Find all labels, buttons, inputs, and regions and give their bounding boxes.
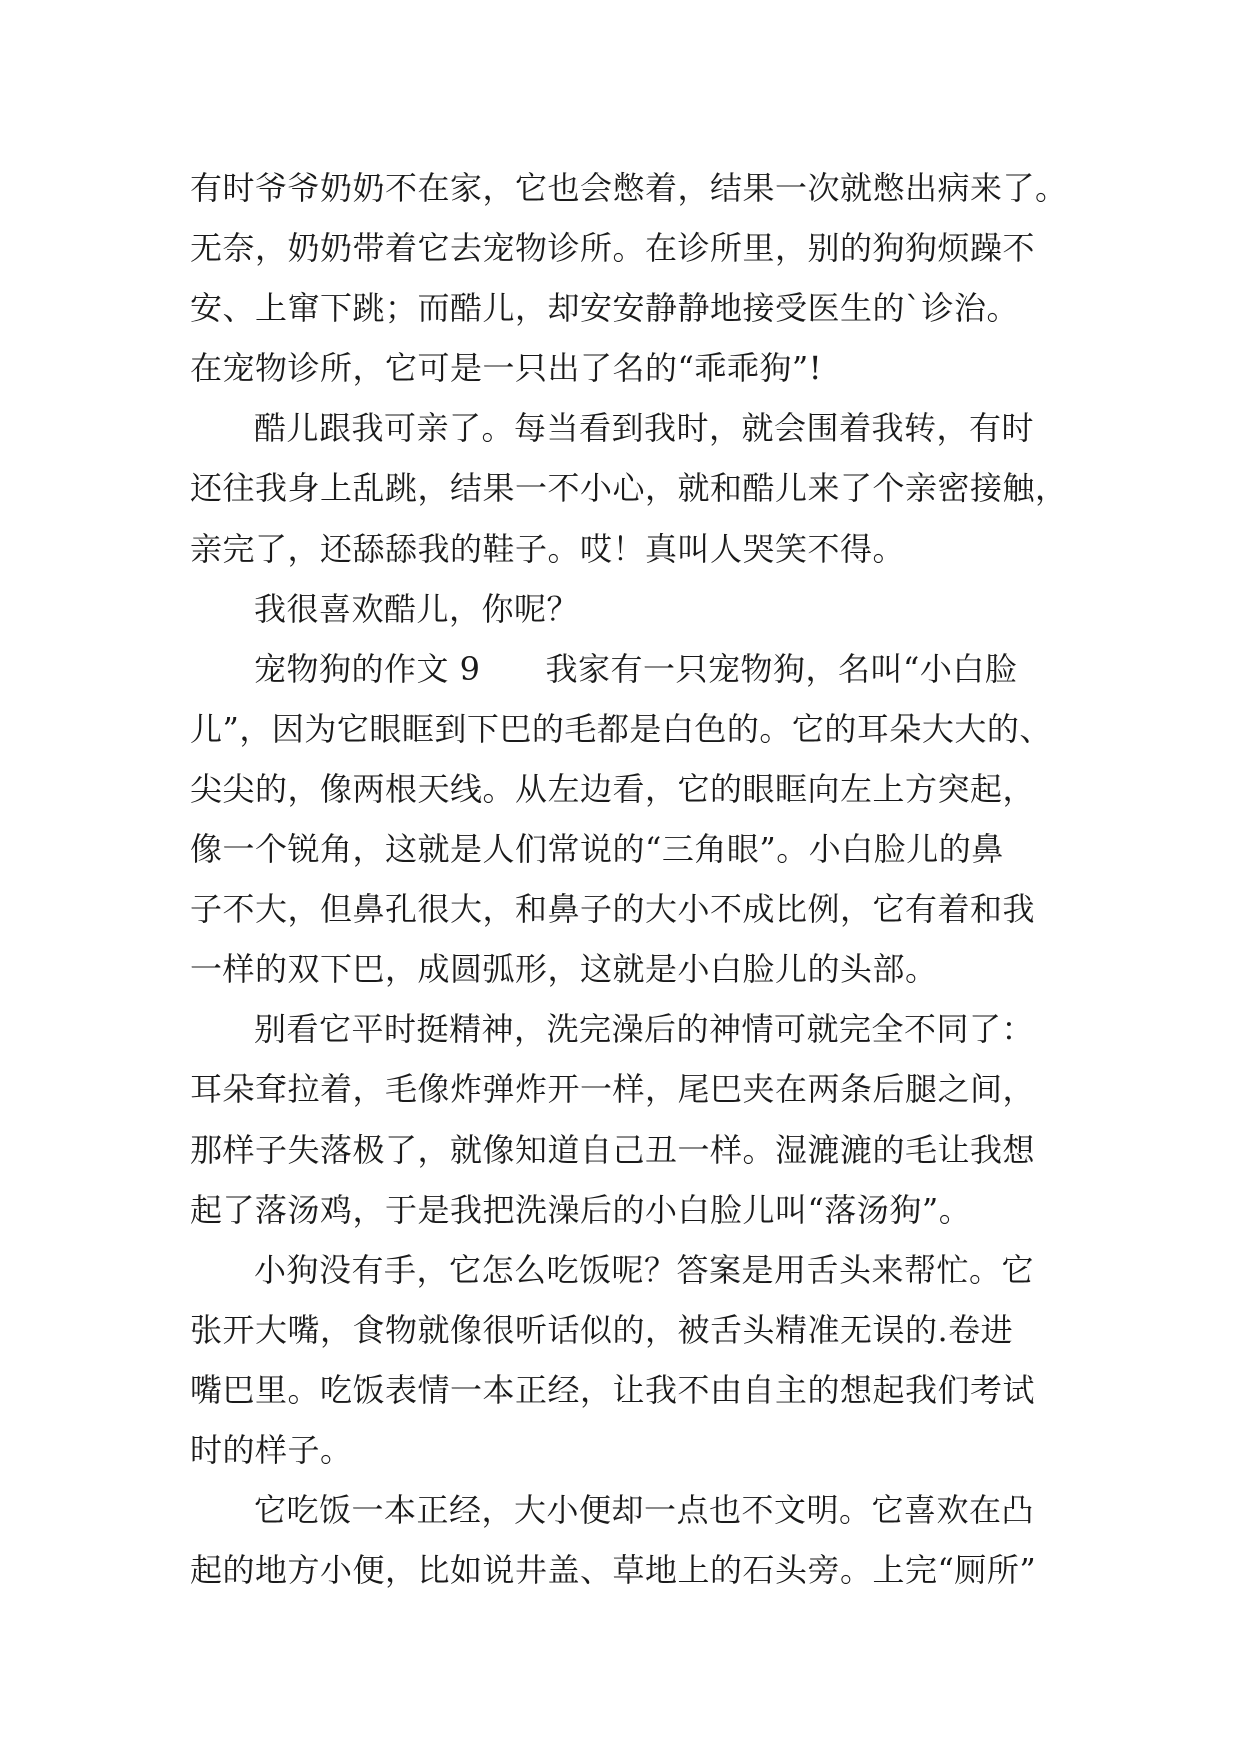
- text-line: 无奈，奶奶带着它去宠物诊所。在诊所里，别的狗狗烦躁不: [190, 229, 1036, 268]
- text-line: 亲完了，还舔舔我的鞋子。哎！真叫人哭笑不得。: [190, 529, 906, 568]
- paragraph-first-line: 别看它平时挺精神，洗完澡后的神情可就完全不同了：: [254, 1010, 1035, 1049]
- article-body: [190, 158, 1068, 1600]
- text-line: 安、上窜下跳；而酷儿，却安安静静地接受医生的`诊治。: [190, 289, 1020, 328]
- essay-heading-line: 宠物狗的作文 9 我家有一只宠物狗，名叫“小白脸: [254, 649, 1018, 688]
- text-line: 那样子失落极了，就像知道自己丑一样。湿漉漉的毛让我想: [190, 1130, 1036, 1169]
- text-line: 张开大嘴，食物就像很听话似的，被舌头精准无误的.卷进: [190, 1310, 1014, 1349]
- paragraph-first-line: 它吃饭一本正经，大小便却一点也不文明。它喜欢在凸: [254, 1491, 1035, 1530]
- text-line: 子不大，但鼻孔很大，和鼻子的大小不成比例，它有着和我: [190, 890, 1036, 929]
- text-line: 起的地方小便，比如说井盖、草地上的石头旁。上完“厕所”: [190, 1551, 1037, 1590]
- text-line: 尖尖的，像两根天线。从左边看，它的眼眶向左上方突起，: [190, 769, 1036, 808]
- text-line: 耳朵耷拉着，毛像炸弹炸开一样，尾巴夹在两条后腿之间，: [190, 1070, 1036, 1109]
- text-line: 在宠物诊所，它可是一只出了名的“乖乖狗”!: [190, 349, 823, 388]
- paragraph-first-line: 酷儿跟我可亲了。每当看到我时，就会围着我转，有时: [254, 409, 1035, 448]
- text-line: 一样的双下巴，成圆弧形，这就是小白脸儿的头部。: [190, 950, 938, 989]
- text-line: 像一个锐角，这就是人们常说的“三角眼”。小白脸儿的鼻: [190, 830, 1004, 869]
- text-line: 时的样子。: [190, 1430, 353, 1469]
- text-line: 嘴巴里。吃饭表情一本正经，让我不由自主的想起我们考试: [190, 1370, 1036, 1409]
- text-line: 有时爷爷奶奶不在家，它也会憋着，结果一次就憋出病来了。: [190, 169, 1068, 207]
- text-line: 儿”，因为它眼眶到下巴的毛都是白色的。它的耳朵大大的、: [190, 709, 1052, 748]
- text-line: 还往我身上乱跳，结果一不小心，就和酷儿来了个亲密接触，: [190, 469, 1068, 508]
- text-line: 起了落汤鸡，于是我把洗澡后的小白脸儿叫“落汤狗”。: [190, 1190, 972, 1229]
- paragraph-first-line: 我很喜欢酷儿，你呢？: [254, 589, 580, 628]
- paragraph-first-line: 小狗没有手，它怎么吃饭呢？答案是用舌头来帮忙。它: [254, 1250, 1035, 1289]
